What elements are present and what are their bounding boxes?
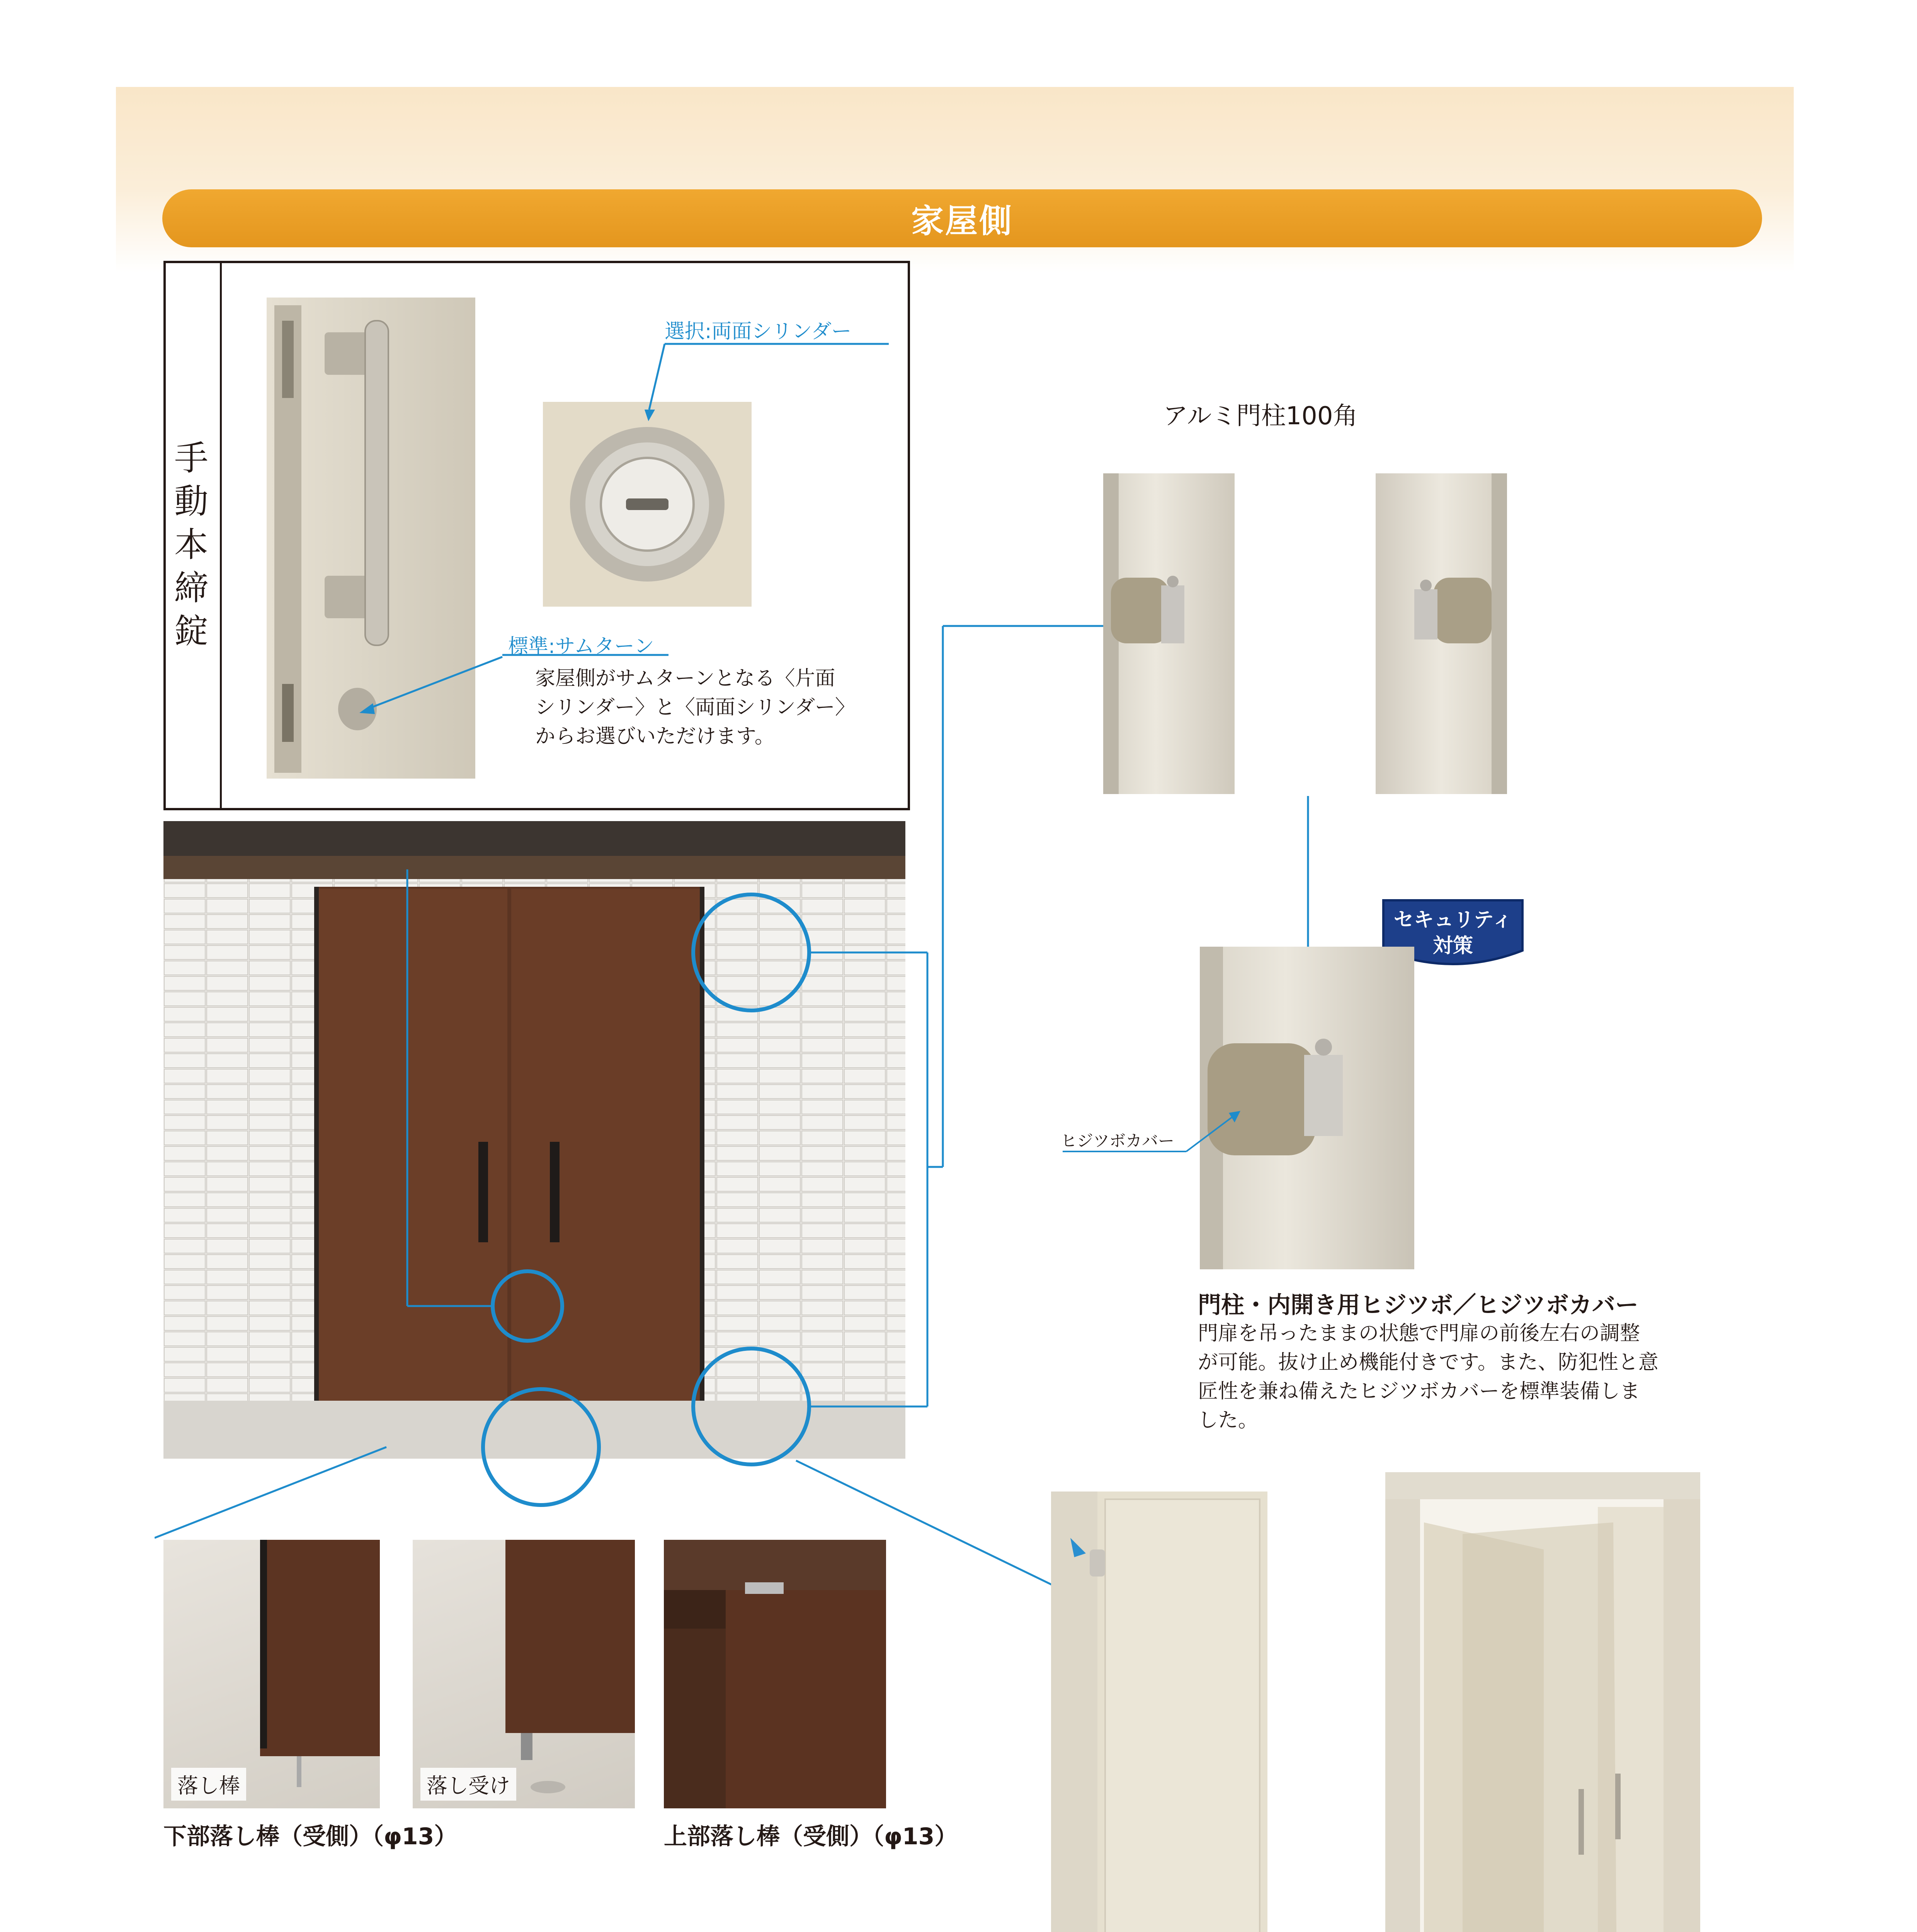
hinge-caption-body-3: 匠性を兼ね備えたヒジツボカバーを標準装備しま <box>1198 1380 1640 1403</box>
bottom-receiver-tag: 落し受け <box>420 1768 516 1801</box>
autocloser-closed-illustration <box>1051 1476 1267 1932</box>
lock-description-2: シリンダー〉と〈両面シリンダー〉 <box>535 696 855 719</box>
bottom-rod-photo <box>163 1540 380 1808</box>
autocloser-open-photo <box>1385 1472 1700 1932</box>
section-title: 家屋側 <box>911 202 1013 240</box>
hinge-caption-body-4: した。 <box>1198 1409 1259 1432</box>
top-rod-illustration <box>664 1540 886 1808</box>
hinge-right-illustration <box>1376 473 1507 794</box>
bottom-rod-tag: 落し棒 <box>171 1768 246 1801</box>
select-cylinder-label: 選択:両面シリンダー <box>665 320 852 343</box>
post-connector <box>1306 796 1314 951</box>
bottom-receiver-photo <box>413 1540 635 1808</box>
hinge-caption-body-1: 門扉を吊ったままの状態で門扉の前後左右の調整 <box>1198 1322 1640 1345</box>
security-badge-line2: 対策 <box>1432 934 1473 957</box>
hinge-caption-title: 門柱・内開き用ヒジツボ／ヒジツボカバー <box>1198 1292 1638 1319</box>
standard-thumbturn-label: 標準:サムターン <box>508 635 654 658</box>
autocloser-closed-photo <box>1051 1476 1267 1932</box>
lock-description-3: からお選びいただけます。 <box>535 725 775 748</box>
post-hinge-photo-right <box>1376 473 1507 794</box>
autocloser-open-illustration <box>1385 1472 1700 1932</box>
top-rod-photo <box>664 1540 886 1808</box>
lock-vertical-text: 手動本締錠 <box>174 438 209 651</box>
hinge-cover-arrow <box>1059 1101 1252 1163</box>
post-title: アルミ門柱100角 <box>1163 402 1358 430</box>
post-hinge-photo-left <box>1103 473 1235 794</box>
section-title-bar <box>162 189 1762 247</box>
hinge-cover-label: ヒジツボカバー <box>1061 1131 1175 1150</box>
lock-description-1: 家屋側がサムターンとなる〈片面 <box>535 667 835 690</box>
hinge-caption-body-2: が可能。抜け止め機能付きです。また、防犯性と意 <box>1198 1351 1658 1374</box>
bottom-rod-caption: 下部落し棒（受側）（φ13） <box>163 1823 458 1850</box>
hinge-left-illustration <box>1103 473 1235 794</box>
top-rod-caption: 上部落し棒（受側）（φ13） <box>664 1823 958 1850</box>
security-badge-line1: セキュリティ <box>1393 908 1512 932</box>
